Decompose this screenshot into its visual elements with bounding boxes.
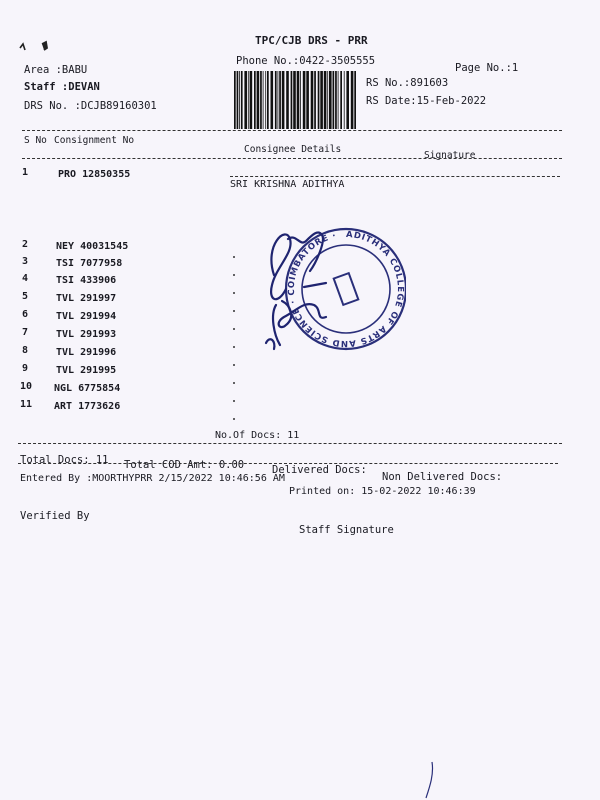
barcode-bar <box>234 71 236 129</box>
barcode-bar <box>340 71 342 129</box>
barcode-bar <box>275 71 277 129</box>
barcode-bar <box>286 71 289 129</box>
barcode-bar <box>335 71 337 129</box>
row-sno: 10 <box>20 381 33 392</box>
drs-number: DRS No. :DCJB89160301 <box>24 100 157 112</box>
col-header-consignment: Consignment No <box>54 135 135 146</box>
consignment-number: TSI 433906 <box>56 275 117 286</box>
rs-number: RS No.:891603 <box>366 77 449 89</box>
barcode-bar <box>237 71 239 129</box>
entered-by: Entered By :MOORTHYPRR 2/15/2022 10:46:56 AM <box>20 473 285 484</box>
document-title: TPC/CJB DRS - PRR <box>255 34 368 47</box>
consignment-number: PRO 12850355 <box>58 169 131 180</box>
pen-mark-icon <box>420 760 440 800</box>
barcode-bar <box>239 71 240 129</box>
row-sno: 7 <box>22 327 29 338</box>
barcode-bar <box>311 71 314 129</box>
barcode-bar <box>324 71 327 129</box>
dot-leader <box>233 256 235 258</box>
consignment-number: TVL 291996 <box>56 347 117 358</box>
row-sno: 5 <box>22 291 29 302</box>
barcode-bar <box>244 71 247 129</box>
row-sno: 4 <box>22 273 29 284</box>
college-stamp-signature <box>256 205 406 385</box>
row-sno: 1 <box>22 167 29 178</box>
barcode-bar <box>250 71 253 129</box>
divider <box>22 158 562 159</box>
staff-signature-label: Staff Signature <box>299 524 394 536</box>
svg-text:ADITHYA COLLEGE OF ARTS AND SC: ADITHYA COLLEGE OF ARTS AND SCIENCE · COIMBATORE · <box>286 229 405 349</box>
barcode-bar <box>346 71 349 129</box>
barcode-bar <box>300 71 301 129</box>
phone-number: Phone No.:0422-3505555 <box>236 55 376 67</box>
barcode-bar <box>329 71 332 129</box>
barcode-bar <box>333 71 335 129</box>
consignment-number: ART 1773626 <box>54 401 121 412</box>
col-header-sno: S No <box>24 135 47 146</box>
consignment-number: TVL 291995 <box>56 365 117 376</box>
dot-leader <box>233 400 235 402</box>
barcode-bar <box>271 71 274 129</box>
dot-leader <box>233 274 235 276</box>
row-sno: 9 <box>22 363 29 374</box>
barcode-bar <box>279 71 281 129</box>
dot-leader <box>233 328 235 330</box>
barcode-bar <box>327 71 328 129</box>
total-docs: Total Docs: 11 <box>20 454 109 466</box>
row-sno: 2 <box>22 239 29 250</box>
barcode-bar <box>338 71 339 129</box>
dot-leader <box>233 292 235 294</box>
dot-leader <box>233 382 235 384</box>
barcode-bar <box>248 71 249 129</box>
barcode-bar <box>257 71 260 129</box>
non-delivered-docs: Non Delivered Docs: <box>382 471 503 483</box>
barcode-bar <box>297 71 300 129</box>
barcode-bar <box>351 71 354 129</box>
staff-field: Staff :DEVAN <box>24 81 100 93</box>
barcode-bar <box>293 71 296 129</box>
consignment-number: NGL 6775854 <box>54 383 121 394</box>
row-sno: 8 <box>22 345 29 356</box>
barcode-bar <box>303 71 306 129</box>
area-field: Area :BABU <box>24 64 88 76</box>
delivered-docs: Delivered Docs: <box>272 464 367 476</box>
number-of-docs: No.Of Docs: 11 <box>215 430 300 441</box>
divider <box>18 463 558 464</box>
divider <box>18 443 562 444</box>
rs-date: RS Date:15-Feb-2022 <box>366 95 487 107</box>
consignee-name: SRI KRISHNA ADITHYA <box>230 179 345 190</box>
barcode-bar <box>314 71 316 129</box>
total-cod-amount: Total COD Amt: 0.00 <box>124 459 245 471</box>
divider <box>230 176 560 177</box>
barcode <box>233 71 358 129</box>
barcode-bar <box>278 71 279 129</box>
barcode-bar <box>267 71 269 129</box>
barcode-bar <box>254 71 256 129</box>
dot-leader <box>233 346 235 348</box>
consignment-number: TSI 7077958 <box>56 258 123 269</box>
page-number: Page No.:1 <box>455 62 519 74</box>
col-header-signature: Signature <box>424 150 476 161</box>
scan-mark-icon <box>14 38 54 58</box>
consignment-number: TVL 291997 <box>56 293 117 304</box>
barcode-bar <box>354 71 356 129</box>
barcode-bar <box>291 71 293 129</box>
barcode-bar <box>320 71 323 129</box>
verified-by-label: Verified By <box>20 510 90 522</box>
barcode-bar <box>260 71 262 129</box>
row-sno: 3 <box>22 256 29 267</box>
row-sno: 6 <box>22 309 29 320</box>
consignment-number: NEY 40031545 <box>56 241 129 252</box>
barcode-bar <box>265 71 266 129</box>
consignment-number: TVL 291994 <box>56 311 117 322</box>
dot-leader <box>233 418 235 420</box>
dot-leader <box>233 310 235 312</box>
printed-on: Printed on: 15-02-2022 10:46:39 <box>289 486 476 497</box>
barcode-bar <box>241 71 243 129</box>
row-sno: 11 <box>20 399 33 410</box>
barcode-bar <box>263 71 264 129</box>
barcode-bar <box>318 71 320 129</box>
col-header-consignee: Consignee Details <box>244 144 342 155</box>
divider <box>22 130 562 131</box>
barcode-bar <box>306 71 309 129</box>
barcode-bar <box>344 71 345 129</box>
dot-leader <box>233 364 235 366</box>
barcode-bar <box>282 71 285 129</box>
consignment-number: TVL 291993 <box>56 329 117 340</box>
